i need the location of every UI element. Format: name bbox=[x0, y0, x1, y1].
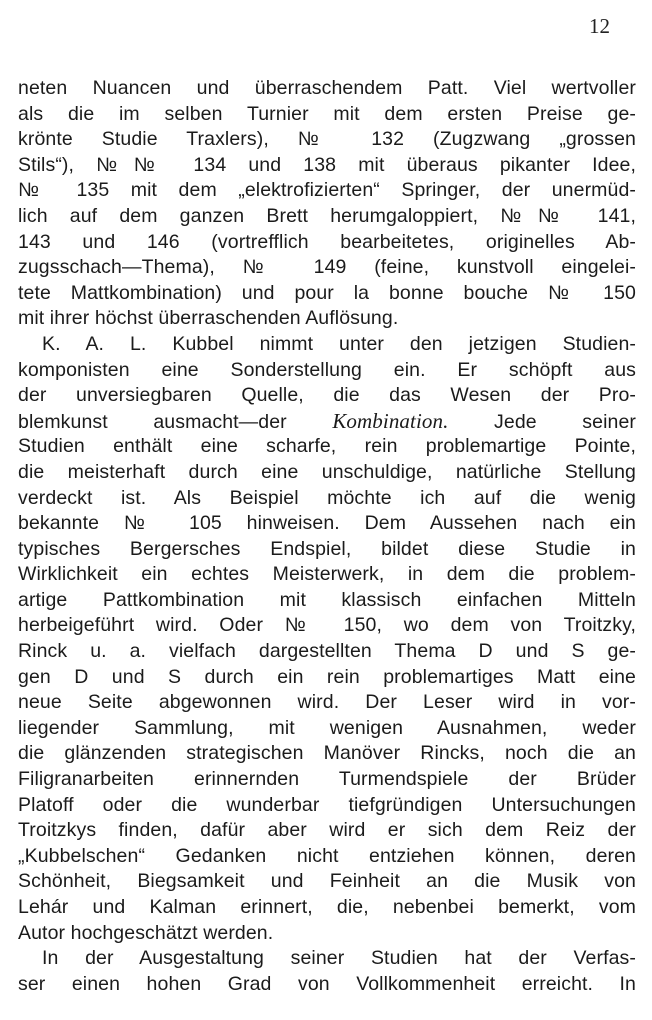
text-line: typisches Bergersches Endspiel, bildet diese Studie in bbox=[18, 537, 636, 560]
text-line: neten Nuancen und überraschendem Patt. Viel wertvoller bbox=[18, 77, 636, 99]
text-line: krönte Studie Traxlers), № 132 (Zugzwang „grossen bbox=[18, 128, 636, 151]
text-line: Lehár und Kalman erinnert, die, nebenbei bemerkt, vom bbox=[18, 896, 636, 918]
text-line: Stils“), №№ 134 und 138 mit überaus pikanter Idee, bbox=[18, 153, 636, 176]
text-line: Schönheit, Biegsamkeit und Feinheit an die Musik von bbox=[18, 870, 636, 893]
text-line: komponisten eine Sonderstellung ein. Er schöpft aus bbox=[18, 358, 636, 381]
text-line: zugsschach—Thema), № 149 (feine, kunstvoll eingelei- bbox=[18, 256, 636, 279]
paragraph-start-line: In der Ausgestaltung seiner Studien hat der Verfas- bbox=[42, 947, 636, 970]
text-line: Platoff oder die wunderbar tiefgründigen Untersuchungen bbox=[18, 793, 636, 816]
text-line: „Kubbelschen“ Gedanken nicht entziehen können, deren bbox=[18, 844, 636, 867]
text-line: tete Mattkombination) und pour la bonne bouche № 150 bbox=[18, 281, 636, 304]
paragraph-end-line: mit ihrer höchst überraschenden Auflösung. bbox=[18, 307, 399, 330]
text-line: liegender Sammlung, mit wenigen Ausnahmen, weder bbox=[18, 716, 636, 739]
text-line: als die im selben Turnier mit dem ersten Preise ge- bbox=[18, 102, 636, 125]
italic-emphasis: Kombination. bbox=[332, 408, 449, 433]
paragraph-end-line: Autor hochgeschätzt werden. bbox=[18, 921, 274, 944]
page-number: 12 bbox=[589, 14, 610, 38]
text-line: № 135 mit dem „elektrofizierten“ Springer, der unermüd- bbox=[18, 179, 636, 202]
text-span: Jede seiner bbox=[448, 410, 636, 433]
text-line: neue Seite abgewonnen wird. Der Leser wird in vor- bbox=[18, 691, 636, 714]
text-line: lich auf dem ganzen Brett herumgaloppiert, №№ 141, bbox=[18, 204, 636, 227]
body-text bbox=[18, 76, 636, 997]
text-span: blemkunst ausmacht—der bbox=[18, 410, 333, 433]
text-line: die glänzenden strategischen Manöver Rincks, noch die an bbox=[18, 742, 636, 765]
text-line: artige Pattkombination mit klassisch einfachen Mitteln bbox=[18, 588, 636, 611]
text-line: Filigranarbeiten erinnernden Turmendspiele der Brüder bbox=[18, 768, 636, 791]
text-line: Troitzkys finden, dafür aber wird er sich dem Reiz der bbox=[18, 819, 636, 842]
text-line: herbeigeführt wird. Oder № 150, wo dem von Troitzky, bbox=[18, 614, 636, 637]
paragraph-start-line: K. A. L. Kubbel nimmt unter den jetzigen Studien- bbox=[42, 332, 636, 355]
text-line-with-italic bbox=[18, 409, 636, 435]
text-line: verdeckt ist. Als Beispiel möchte ich auf die wenig bbox=[18, 486, 636, 509]
text-line: Wirklichkeit ein echtes Meisterwerk, in dem die problem- bbox=[18, 563, 636, 586]
text-line: ser einen hohen Grad von Vollkommenheit erreicht. In bbox=[18, 972, 636, 995]
text-line: der unversiegbaren Quelle, die das Wesen der Pro- bbox=[18, 384, 636, 407]
text-line: 143 und 146 (vortrefflich bearbeitetes, originelles Ab- bbox=[18, 230, 636, 253]
text-line: Rinck u. a. vielfach dargestellten Thema D und S ge- bbox=[18, 640, 636, 663]
text-line: gen D und S durch ein rein problemartiges Matt eine bbox=[18, 665, 636, 688]
text-line: bekannte № 105 hinweisen. Dem Aussehen nach ein bbox=[18, 512, 636, 535]
text-line: Studien enthält eine scharfe, rein problemartige Pointe, bbox=[18, 435, 636, 458]
text-line: die meisterhaft durch eine unschuldige, natürliche Stellung bbox=[18, 460, 636, 483]
